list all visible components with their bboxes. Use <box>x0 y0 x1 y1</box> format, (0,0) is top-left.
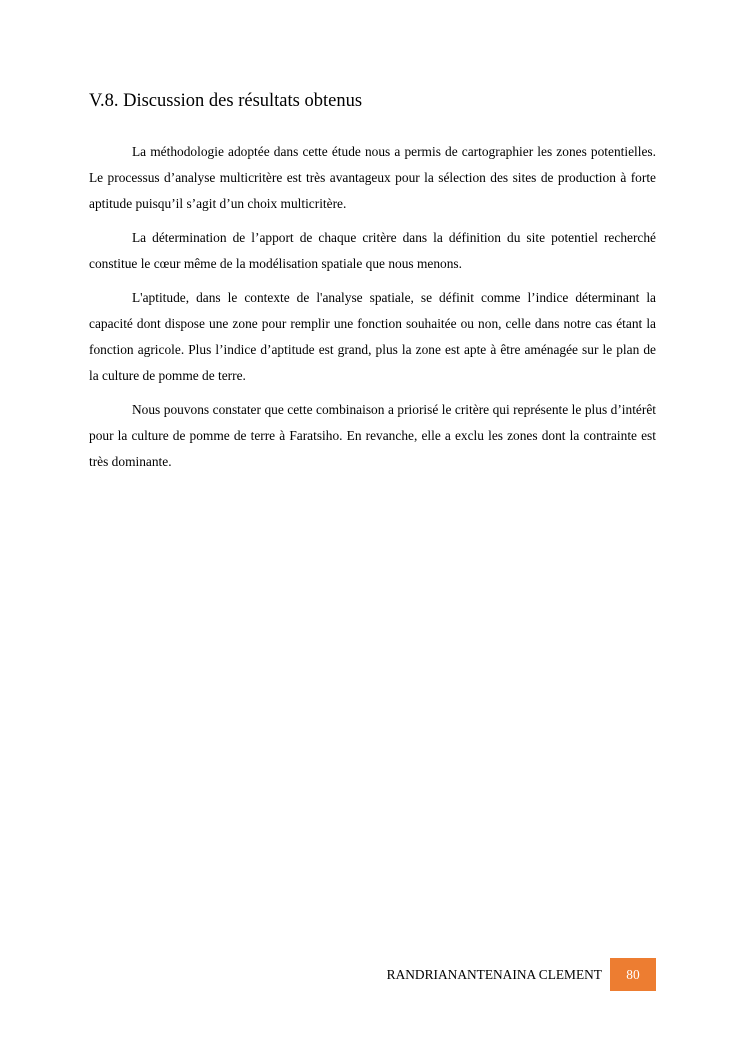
paragraph: La méthodologie adoptée dans cette étude nous a permis de cartographier les zones potentielles. Le processus d’analyse multicritère est très avantageux pour la sélection des sites de production à forte aptitude puisqu’il s’agit d’un choix multicritère. <box>89 144 656 211</box>
page-number-badge: 80 <box>610 958 656 991</box>
body-text <box>89 139 656 483</box>
paragraph: Nous pouvons constater que cette combinaison a priorisé le critère qui représente le plus d’intérêt pour la culture de pomme de terre à Faratsiho. En revanche, elle a exclu les zones dont la contrainte est très dominante. <box>89 402 656 469</box>
footer-author: RANDRIANANTENAINA CLEMENT <box>386 966 602 982</box>
paragraph: La détermination de l’apport de chaque critère dans la définition du site potentiel recherché constitue le cœur même de la modélisation spatiale que nous menons. <box>89 230 656 271</box>
paragraph: L'aptitude, dans le contexte de l'analyse spatiale, se définit comme l’indice déterminant la capacité dont dispose une zone pour remplir une fonction souhaitée ou non, celle dans notre cas étant la fonction agricole. Plus l’indice d’aptitude est grand, plus la zone est apte à être aménagée sur le plan de la culture de pomme de terre. <box>89 290 656 383</box>
page-footer <box>300 958 656 991</box>
section-heading: V.8. Discussion des résultats obtenus <box>89 91 363 111</box>
